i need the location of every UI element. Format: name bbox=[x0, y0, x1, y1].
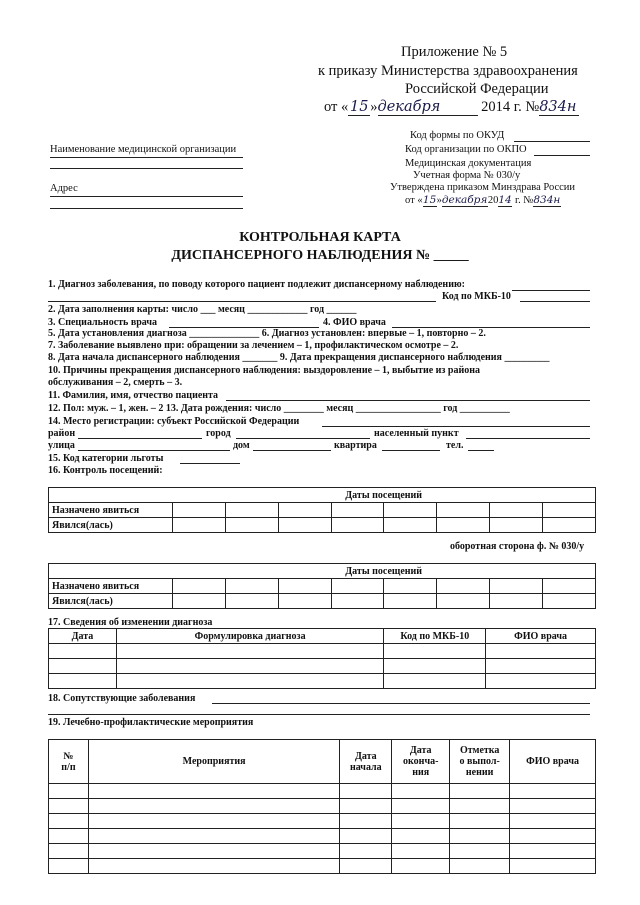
item-1-field-2 bbox=[48, 301, 436, 302]
visits-row-scheduled: Назначено явиться bbox=[49, 503, 173, 518]
item-7-detection: 7. Заболевание выявлено при: обращении за лечением – 1, профилактическом осмотре – 2. bbox=[48, 340, 459, 351]
item-11-patient-name: 11. Фамилия, имя, отчество пациента bbox=[48, 390, 219, 401]
visits-row-attended-2: Явился(лась) bbox=[49, 594, 173, 609]
table-row bbox=[49, 644, 596, 659]
table-row bbox=[49, 784, 596, 799]
col-date: Дата bbox=[49, 629, 117, 644]
col-mkb: Код по МКБ-10 bbox=[384, 629, 486, 644]
okud-label: Код формы по ОКУД bbox=[410, 130, 505, 141]
measures-table bbox=[48, 739, 596, 874]
item-14-ulica-field bbox=[78, 450, 230, 451]
col-doctor-name: ФИО врача bbox=[510, 740, 596, 784]
appendix-title: Приложение № 5 bbox=[401, 44, 508, 60]
card-title-line2: ДИСПАНСЕРНОГО НАБЛЮДЕНИЯ № _____ bbox=[171, 248, 469, 263]
table-row bbox=[49, 814, 596, 829]
date-day: 15 bbox=[350, 99, 369, 115]
org-name-label: Наименование медицинской организации bbox=[50, 144, 237, 155]
address-field-2 bbox=[50, 208, 243, 209]
form-number: Учетная форма № 030/у bbox=[413, 170, 521, 181]
org-name-field-1 bbox=[50, 157, 243, 158]
approved-number: 834н bbox=[533, 194, 561, 206]
col-doctor: ФИО врача bbox=[486, 629, 596, 644]
col-end-date: Дата оконча- ния bbox=[392, 740, 450, 784]
item-14-gorod-field bbox=[236, 438, 370, 439]
visits-table-1-header-row bbox=[49, 488, 596, 503]
visits-table-2 bbox=[48, 563, 596, 609]
item-8-9-observation-dates: 8. Дата начала диспансерного наблюдения _______ 9. Дата прекращения диспансерного наблюдения _________ bbox=[48, 352, 550, 363]
col-start-date: Дата начала bbox=[340, 740, 392, 784]
med-doc-label: Медицинская документация bbox=[405, 158, 532, 169]
item-14-rayon-field bbox=[78, 438, 202, 439]
table-row bbox=[49, 659, 596, 674]
visits-table-2-header-row bbox=[49, 564, 596, 579]
item-14-registration: 14. Место регистрации: субъект Российской Федерации bbox=[48, 416, 300, 427]
address-label: Адрес bbox=[50, 183, 78, 194]
measures-header-row bbox=[49, 740, 596, 784]
approved-day: 15 bbox=[422, 194, 437, 206]
item-14-punkt: населенный пункт bbox=[374, 428, 459, 439]
item-2-fill-date: 2. Дата заполнения карты: число ___ месяц ____________ год ______ bbox=[48, 304, 357, 315]
item-5-6-diagnosis-date: 5. Дата установления диагноза ______________ 6. Диагноз установлен: впервые – 1, повторно – 2. bbox=[48, 328, 486, 339]
col-measures: Мероприятия bbox=[88, 740, 339, 784]
concomitant-diseases-label: 18. Сопутствующие заболевания bbox=[48, 693, 196, 704]
item-14-tel-field bbox=[468, 450, 494, 451]
col-completion-mark: Отметка о выпол- нении bbox=[450, 740, 510, 784]
table-row bbox=[49, 829, 596, 844]
item-14-rayon: район bbox=[48, 428, 76, 439]
card-title-line1: КОНТРОЛЬНАЯ КАРТА bbox=[239, 230, 401, 245]
date-number: 834н bbox=[539, 99, 579, 116]
item-4-doctor: 4. ФИО врача bbox=[323, 317, 386, 328]
item-14-gorod: город bbox=[206, 428, 231, 439]
date-prefix: от « bbox=[324, 99, 349, 115]
item-14-tel: тел. bbox=[446, 440, 464, 451]
approved-date-line bbox=[405, 194, 561, 207]
item-1-mkb-field bbox=[520, 301, 590, 302]
concomitant-field-2 bbox=[48, 714, 590, 715]
table-row bbox=[49, 594, 596, 609]
item-15-benefit-code: 15. Код категории льготы bbox=[48, 453, 164, 464]
org-name-field-2 bbox=[50, 168, 243, 169]
item-14-dom-field bbox=[253, 450, 331, 451]
order-line-2: Российской Федерации bbox=[405, 81, 549, 97]
item-1-mkb-label: Код по МКБ-10 bbox=[442, 291, 511, 302]
order-line-1: к приказу Министерства здравоохранения bbox=[318, 63, 578, 79]
item-11-field bbox=[226, 400, 590, 401]
approved-prefix: от « bbox=[405, 195, 423, 206]
table-row bbox=[49, 844, 596, 859]
col-num: № п/п bbox=[49, 740, 89, 784]
okpo-label: Код организации по ОКПО bbox=[405, 144, 527, 155]
approved-month: декабря bbox=[441, 194, 488, 206]
table-row bbox=[49, 518, 596, 533]
item-12-13-sex-birth: 12. Пол: муж. – 1, жен. – 2 13. Дата рождения: число ________ месяц _________________ год __________ bbox=[48, 403, 510, 414]
visits-dates-header-2: Даты посещений bbox=[172, 564, 595, 579]
table-row bbox=[49, 503, 596, 518]
address-field-1 bbox=[50, 196, 243, 197]
diag-changes-table bbox=[48, 628, 596, 689]
concomitant-field-1 bbox=[212, 703, 590, 704]
approved-suffix: г. № bbox=[514, 195, 534, 206]
measures-title: 19. Лечебно-профилактические мероприятия bbox=[48, 717, 254, 728]
visits-dates-header: Даты посещений bbox=[172, 488, 595, 503]
col-formulation: Формулировка диагноза bbox=[116, 629, 383, 644]
diag-changes-header-row bbox=[49, 629, 596, 644]
date-year: 2014 г. № bbox=[481, 99, 540, 115]
item-14-kv: квартира bbox=[334, 440, 377, 451]
item-15-field bbox=[180, 463, 240, 464]
item-10-reasons-cont: обслуживания – 2, смерть – 3. bbox=[48, 377, 183, 388]
visits-row-attended: Явился(лась) bbox=[49, 518, 173, 533]
item-14-punkt-field bbox=[466, 438, 590, 439]
item-10-reasons: 10. Причины прекращения диспансерного наблюдения: выздоровление – 1, выбытие из района bbox=[48, 365, 481, 376]
item-14-ulica: улица bbox=[48, 440, 75, 451]
item-1-diagnosis: 1. Диагноз заболевания, по поводу которого пациент подлежит диспансерному наблюдению: bbox=[48, 279, 465, 290]
item-14-subject-field bbox=[322, 426, 590, 427]
reverse-side-label: оборотная сторона ф. № 030/у bbox=[450, 541, 585, 552]
table-row bbox=[49, 674, 596, 689]
diag-changes-title: 17. Сведения об изменении диагноза bbox=[48, 617, 213, 628]
visits-row-scheduled-2: Назначено явиться bbox=[49, 579, 173, 594]
order-date-line bbox=[324, 99, 579, 116]
item-14-dom: дом bbox=[233, 440, 250, 451]
approved-year: 14 bbox=[498, 194, 512, 206]
approved-label: Утверждена приказом Минздрава России bbox=[390, 182, 576, 193]
item-14-kv-field bbox=[382, 450, 440, 451]
item-16-visits: 16. Контроль посещений: bbox=[48, 465, 163, 476]
okpo-field bbox=[534, 155, 590, 156]
approved-year-pre: 20 bbox=[487, 195, 499, 206]
date-month: декабря bbox=[378, 99, 478, 116]
table-row bbox=[49, 859, 596, 874]
visits-table-1 bbox=[48, 487, 596, 533]
table-row bbox=[49, 799, 596, 814]
table-row bbox=[49, 579, 596, 594]
okud-field bbox=[514, 141, 590, 142]
item-1-field bbox=[512, 290, 590, 291]
item-3-specialty: 3. Специальность врача bbox=[48, 317, 158, 328]
date-mid: » bbox=[370, 99, 378, 115]
approved-mid: » bbox=[436, 195, 442, 206]
